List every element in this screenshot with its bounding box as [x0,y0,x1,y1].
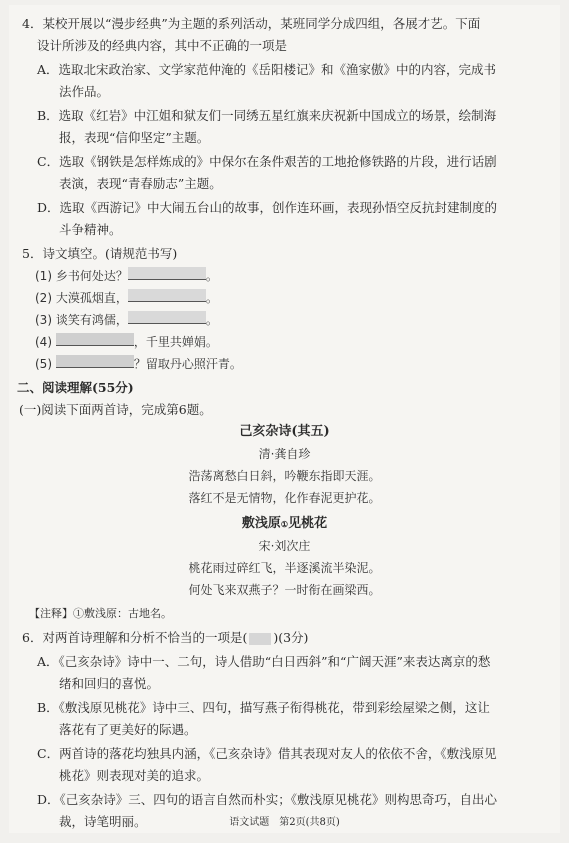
exam-page [9,5,560,833]
q4-stem-line1: 4．某校开展以“漫步经典”为主题的系列活动，某班同学分成四组，各展才艺。下面 [22,16,481,31]
q6-option-d: D．《己亥杂诗》三、四句的语言自然而朴实；《敷浅原见桃花》则构思奇巧，自出心 [37,792,498,807]
poem1-line1: 浩荡离愁白日斜，吟鞭东指即天涯。 [188,469,381,483]
q5-item-2: (2) 大漠孤烟直， 。 [35,291,218,305]
q6-option-c-cont: 桃花》则表现对美的追求。 [59,768,210,783]
poem1-title: 己亥杂诗(其五) [239,424,330,439]
answer-blank[interactable] [128,289,206,302]
q5-item-1: (1) 乡书何处达？ 。 [35,269,218,283]
poem1-author: 清·龚自珍 [258,447,311,461]
q6-option-c: C．两首诗的落花均独具内涵，《己亥杂诗》借其表现对友人的依依不舍，《敷浅原见 [37,746,497,761]
q4-option-c: C．选取《钢铁是怎样炼成的》中保尔在条件艰苦的工地抢修铁路的片段，进行话剧 [37,154,497,169]
q4-option-a-cont: 法作品。 [59,84,110,99]
q5-item-4: (4) ，千里共婵娟。 [35,335,218,349]
poem2-author: 宋·刘次庄 [258,539,311,553]
q5-item-3: (3) 谈笑有鸿儒， 。 [35,313,218,327]
answer-box[interactable] [249,633,271,645]
q4-option-d: D．选取《西游记》中大闹五台山的故事，创作连环画，表现孙悟空反抗封建制度的 [37,200,498,215]
q4-option-d-cont: 斗争精神。 [59,222,122,237]
section-heading: 二、阅读理解(55分) [17,380,134,395]
poem2-title: 敷浅原①见桃花 [241,516,328,531]
page-footer: 语文试题 第2页(共8页) [229,817,340,828]
section-subheading: (一)阅读下面两首诗，完成第6题。 [19,402,212,417]
poem2-line1: 桃花雨过碎红飞，半逐溪流半染泥。 [188,561,381,575]
q5-stem: 5．诗文填空。(请规范书写) [22,246,178,261]
q6-option-d-cont: 裁，诗笔明丽。 [59,814,147,829]
q4-option-b-cont: 报，表现“信仰坚定”主题。 [59,130,210,145]
q4-stem-line2: 设计所涉及的经典内容，其中不正确的一项是 [37,38,288,53]
answer-blank[interactable] [56,333,134,346]
footnote-marker: ① [280,519,289,529]
poem1-line2: 落红不是无情物，化作春泥更护花。 [188,491,381,505]
answer-blank[interactable] [56,355,134,368]
footnote: 【注释】①敷浅原：古地名。 [29,607,172,620]
q4-option-c-cont: 表演，表现“青春励志”主题。 [59,176,222,191]
q6-stem: 6．对两首诗理解和分析不恰当的一项是( )(3分) [22,630,309,645]
q6-option-b: B．《敷浅原见桃花》诗中三、四句，描写燕子衔得桃花，带到彩绘屋梁之侧，这让 [37,700,490,715]
q4-option-a: A．选取北宋政治家、文学家范仲淹的《岳阳楼记》和《渔家傲》中的内容，完成书 [37,62,497,77]
q6-option-b-cont: 落花有了更美好的际遇。 [59,722,197,737]
q4-option-b: B．选取《红岩》中江姐和狱友们一同绣五星红旗来庆祝新中国成立的场景，绘制海 [37,108,497,123]
poem2-line2: 何处飞来双燕子？一时衔在画梁西。 [188,583,381,597]
q6-option-a-cont: 绪和回归的喜悦。 [59,676,160,691]
answer-blank[interactable] [128,311,206,324]
answer-blank[interactable] [128,267,206,280]
q6-option-a: A．《己亥杂诗》诗中一、二句，诗人借助“白日西斜”和“广阔天涯”来表达离京的愁 [37,654,491,669]
q5-item-5: (5) ？留取丹心照汗青。 [35,357,242,371]
